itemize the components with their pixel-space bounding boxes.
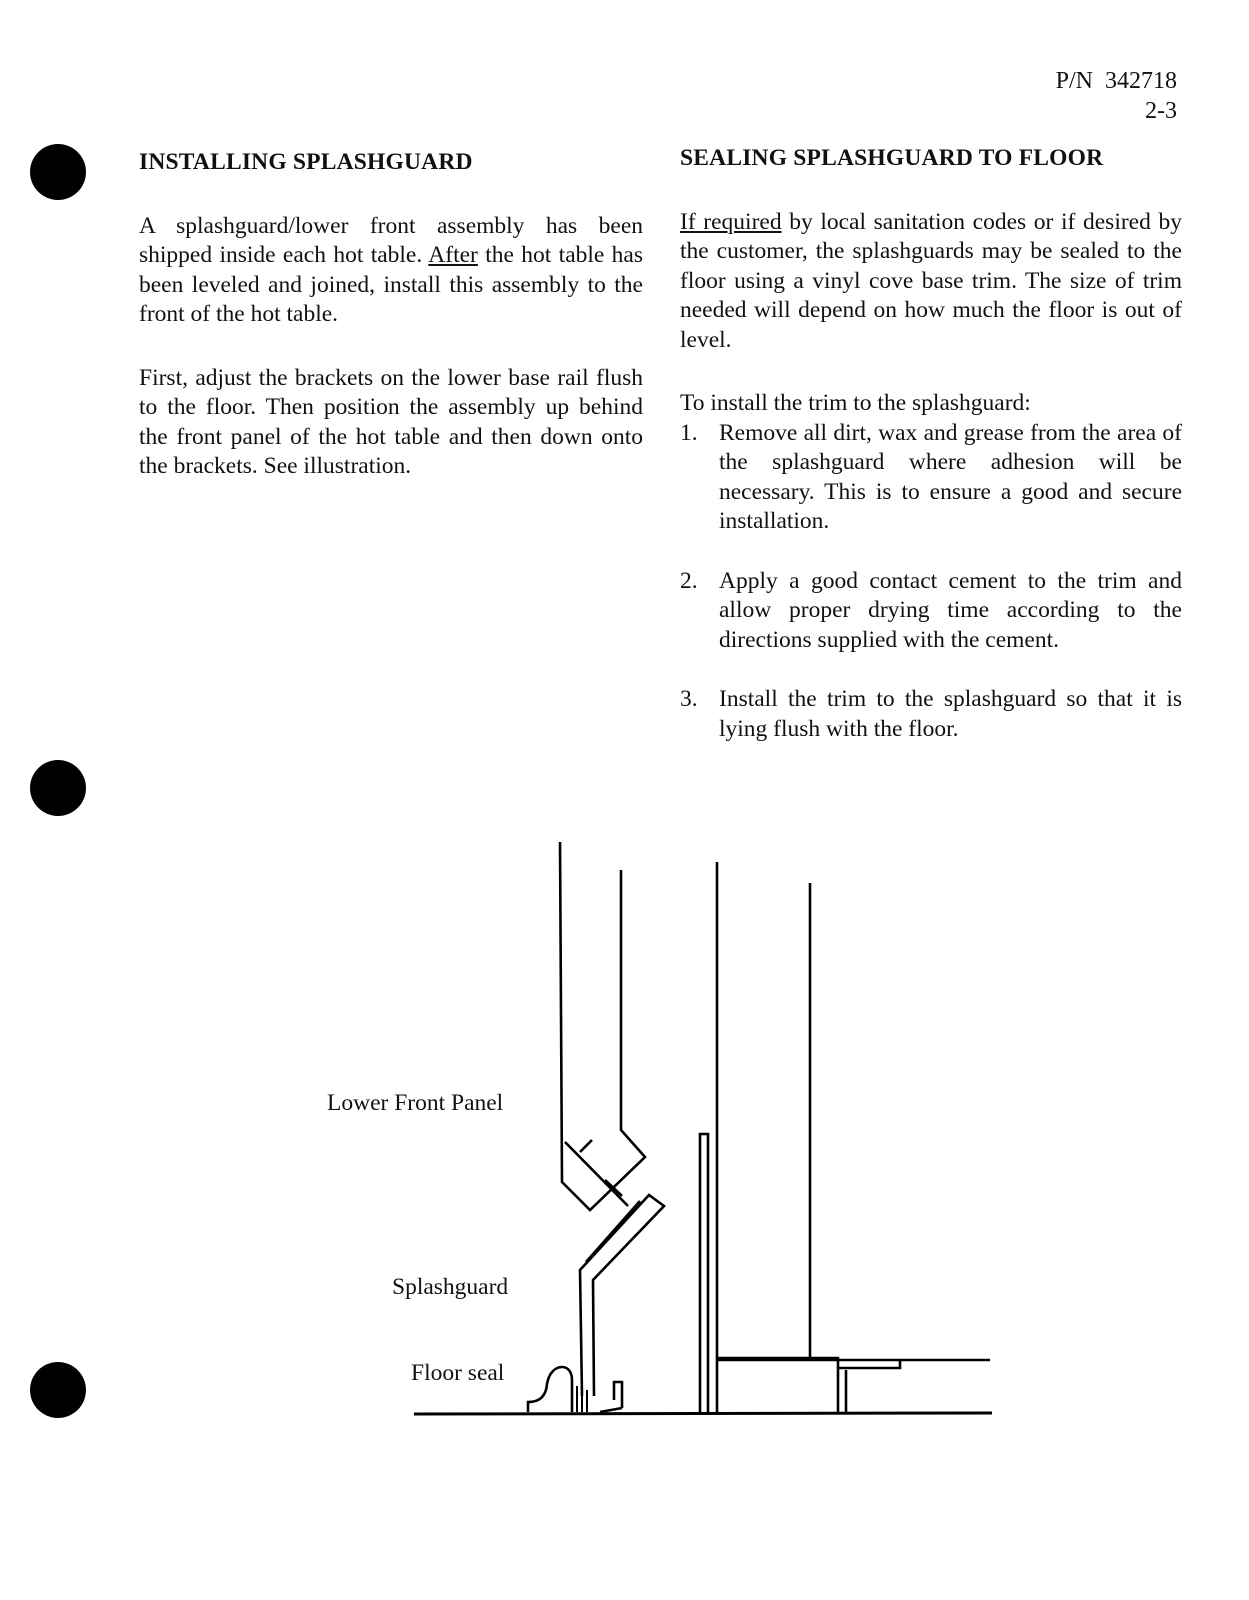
step-text: Install the trim to the splashguard so that it is lying flush with the floor.	[719, 686, 1182, 742]
step-text: Remove all dirt, wax and grease from the area of the splashguard where adhesion will be necessary. This is to ensure a good and secure installation.	[719, 419, 1182, 534]
intro-text-start: A splashguard/lower front assembly has been shipped inside each hot table.	[139, 212, 643, 268]
step-number: 2.	[680, 567, 698, 594]
section-heading-sealing: SEALING SPLASHGUARD TO FLOOR	[680, 145, 1104, 171]
section-heading-installing: INSTALLING SPLASHGUARD	[139, 149, 473, 175]
label-floor-seal: Floor seal	[411, 1360, 505, 1386]
rear-post-flange	[700, 1134, 708, 1412]
lower-front-panel	[560, 842, 645, 1210]
splashguard-outline	[580, 1195, 664, 1396]
sealing-text: by local sanitation codes or if desired by the customer, the splashguards may be sealed to the floor using a vinyl cove base trim. The size of trim needed will depend on how much the floor is out of level.	[680, 208, 1182, 353]
floor-seal	[528, 1367, 572, 1412]
step-number: 1.	[680, 419, 698, 446]
step-text: Apply a good contact cement to the trim and allow proper drying time according to the directions supplied with the cement.	[719, 567, 1182, 653]
part-number: P/N 342718	[1055, 68, 1177, 94]
bracket-foot	[600, 1408, 622, 1412]
bracket-paragraph: First, adjust the brackets on the lower base rail flush to the floor. Then position the assembly up behind the front panel of the hot table and then down onto the brackets. See illustration.	[139, 364, 643, 479]
panel-bracket-line-2	[580, 1140, 592, 1152]
page-number: 2-3	[1145, 98, 1177, 124]
label-lower-front-panel: Lower Front Panel	[327, 1090, 504, 1116]
floor-line	[414, 1413, 992, 1414]
after-emphasis: After	[428, 242, 478, 268]
if-required-emphasis: If required	[680, 208, 782, 235]
intro-text-end: the hot table has been leveled and joined, install this assembly to the front of the hot table.	[139, 242, 644, 327]
step-number: 3.	[680, 686, 698, 712]
base-step	[717, 1358, 838, 1412]
label-splashguard: Splashguard	[392, 1274, 509, 1300]
panel-bracket-line-1	[565, 1142, 628, 1206]
splashguard-inner-line	[586, 1201, 640, 1262]
base-rail-bracket	[614, 1382, 622, 1408]
steps-intro: To install the trim to the splashguard:	[680, 390, 1031, 416]
